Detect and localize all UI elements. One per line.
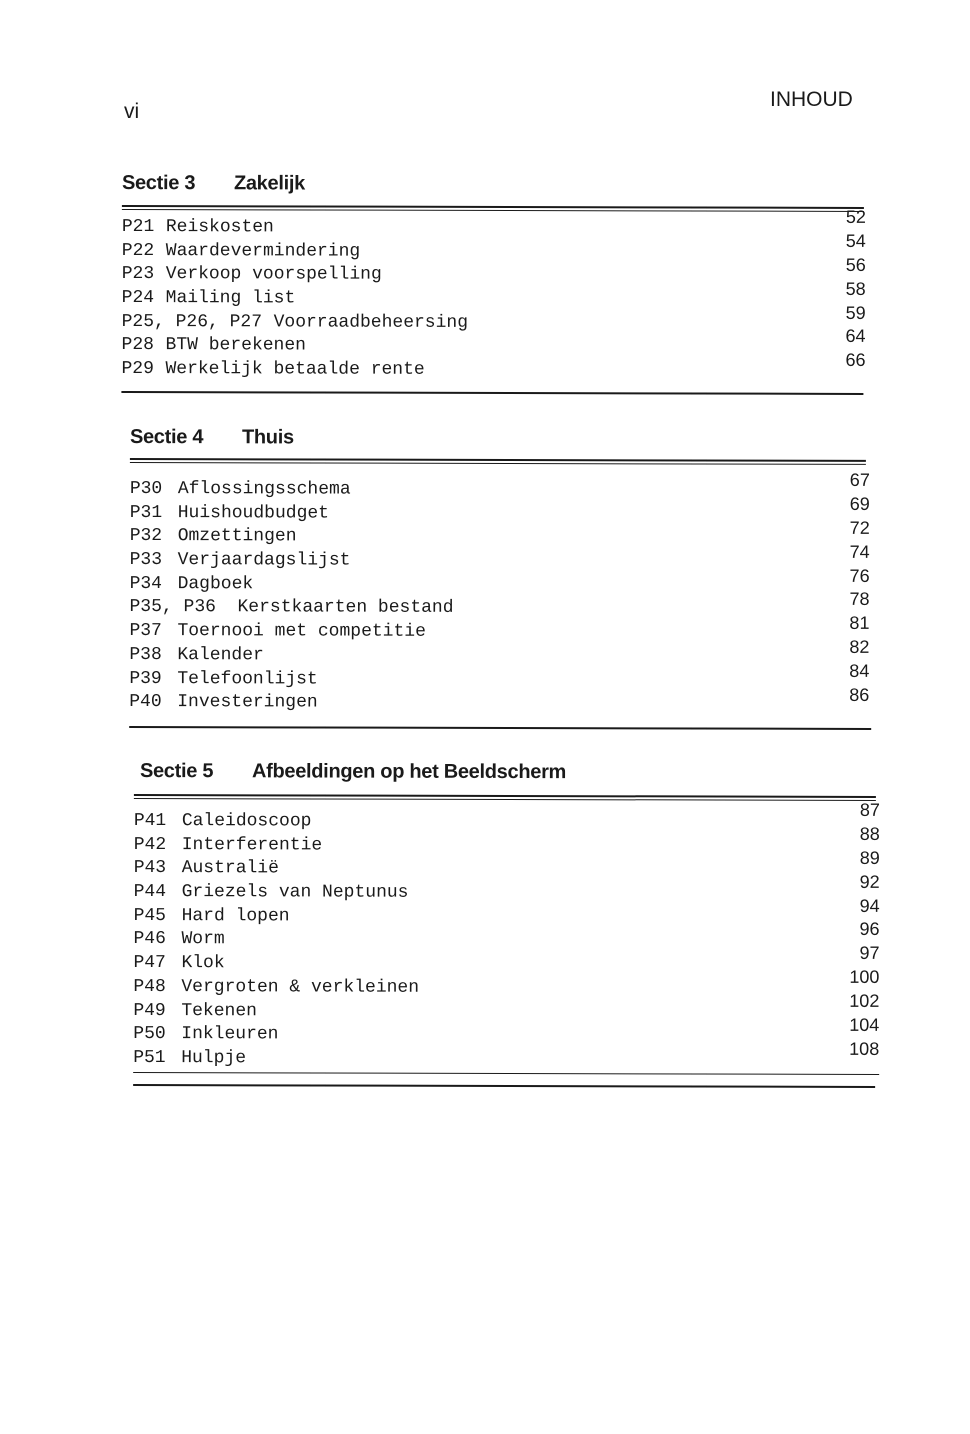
program-title: Dagboek — [177, 573, 254, 595]
program-title: Australië — [181, 858, 279, 879]
program-title: Caleidoscoop — [181, 811, 312, 832]
toc-page-number: 52 — [845, 206, 866, 227]
toc-page-number: 82 — [849, 637, 870, 658]
program-code: P34 — [129, 573, 163, 594]
program-code: P25, P26, P27 — [121, 311, 263, 333]
entry-list — [133, 810, 419, 1071]
toc-entry — [122, 263, 468, 288]
toc-entry — [129, 644, 453, 669]
section-end-rule — [133, 1072, 879, 1075]
toc-page-number: 100 — [849, 967, 880, 988]
toc-entry — [122, 240, 468, 265]
toc-entry — [134, 857, 420, 881]
section-title: Zakelijk — [233, 172, 305, 195]
section-end-rule — [133, 1084, 875, 1088]
section-header — [122, 172, 305, 195]
program-code: P51 — [133, 1047, 166, 1068]
page-number-column — [819, 799, 880, 1062]
toc-entry — [129, 596, 453, 621]
program-title: Hulpje — [181, 1047, 247, 1069]
toc-page-number: 56 — [845, 254, 866, 275]
program-title: Mailing list — [165, 288, 296, 309]
toc-entry — [133, 999, 419, 1023]
program-code: P44 — [133, 882, 167, 903]
section-5 — [133, 756, 880, 1098]
program-code: P31 — [129, 502, 163, 523]
toc-page-number: 84 — [849, 661, 870, 682]
page-number-column — [809, 469, 870, 708]
section-4 — [129, 422, 870, 744]
section-end-rule — [129, 726, 871, 730]
toc-page-number: 88 — [859, 823, 880, 844]
program-title: Vergroten & verkleinen — [181, 976, 420, 998]
program-code: P48 — [133, 976, 166, 997]
program-code: P24 — [121, 288, 155, 309]
program-title: Huishoudbudget — [177, 502, 330, 524]
program-title: Kerstkaarten bestand — [237, 597, 454, 619]
toc-page-number: 78 — [849, 589, 870, 610]
toc-entry — [130, 478, 454, 503]
toc-entry — [133, 1023, 419, 1047]
section-label: Sectie 5 — [139, 760, 214, 783]
toc-page-number: 54 — [845, 230, 866, 251]
program-title: Tekenen — [181, 1000, 257, 1021]
toc-page-number: 67 — [849, 469, 870, 490]
toc-page-number: 86 — [849, 684, 870, 705]
toc-entry — [129, 667, 453, 692]
section-title: Thuis — [241, 426, 294, 449]
program-title: Interferentie — [181, 834, 323, 856]
toc-entry — [130, 502, 454, 527]
toc-entry — [129, 620, 453, 645]
section-header — [130, 426, 294, 449]
toc-entry — [121, 358, 467, 383]
toc-entry — [134, 834, 420, 858]
toc-entry — [122, 216, 468, 241]
program-title: Aflossingsschema — [177, 479, 351, 500]
section-rule — [130, 462, 866, 465]
program-code: P39 — [129, 668, 162, 689]
toc-entry — [122, 311, 468, 336]
program-code: P47 — [133, 953, 166, 974]
toc-page-number: 92 — [859, 871, 880, 892]
program-code: P30 — [129, 478, 163, 500]
toc-page-number: 69 — [849, 493, 870, 514]
program-code: P45 — [133, 905, 167, 926]
toc-entry — [130, 549, 454, 574]
toc-entry — [133, 928, 419, 952]
program-code: P43 — [133, 858, 167, 879]
toc-entry — [133, 1047, 419, 1071]
toc-entry — [133, 976, 419, 1000]
program-code: P40 — [129, 692, 162, 713]
section-header — [140, 760, 566, 784]
toc-page-number: 89 — [859, 847, 880, 868]
section-label: Sectie 3 — [121, 171, 196, 195]
program-title: Toernooi met competitie — [177, 621, 426, 642]
toc-entry — [129, 691, 453, 716]
program-code: P28 — [121, 335, 154, 356]
program-code: P21 — [121, 216, 155, 238]
program-code: P32 — [129, 526, 163, 547]
program-title: Voorraadbeheersing — [273, 312, 469, 333]
program-title: Omzettingen — [177, 526, 297, 547]
toc-page-number: 58 — [845, 278, 866, 299]
toc-page-number: 104 — [849, 1014, 880, 1035]
program-code: P41 — [133, 810, 167, 832]
toc-page-number: 96 — [859, 919, 880, 940]
toc-page-number: 102 — [849, 990, 880, 1012]
section-label: Sectie 4 — [129, 426, 204, 449]
program-title: Waardevermindering — [165, 240, 361, 262]
section-end-rule — [121, 391, 863, 395]
entry-list — [121, 216, 468, 383]
program-title: Werkelijk betaalde rente — [165, 359, 425, 380]
program-code: P38 — [129, 644, 162, 665]
page-number-column — [805, 206, 865, 373]
program-code: P22 — [121, 240, 155, 261]
section-3 — [121, 168, 866, 410]
program-title: Kalender — [177, 644, 264, 666]
program-code: P46 — [133, 929, 166, 950]
program-title: Griezels van Neptunus — [181, 882, 409, 903]
page-number: vi — [124, 100, 140, 123]
toc-entry — [134, 810, 420, 834]
toc-page-number: 74 — [849, 541, 870, 562]
program-code: P35, P36 — [129, 597, 216, 618]
program-title: Reiskosten — [165, 217, 274, 238]
toc-entry — [133, 952, 419, 976]
toc-entry — [130, 525, 454, 550]
program-title: Investeringen — [177, 692, 318, 713]
toc-page-number: 108 — [849, 1038, 880, 1059]
entry-list — [129, 478, 454, 716]
section-rule — [134, 798, 876, 801]
program-title: Klok — [181, 953, 225, 974]
toc-entry — [134, 905, 420, 929]
program-code: P49 — [133, 1000, 166, 1021]
toc-page-number: 76 — [849, 565, 870, 586]
toc-page-number: 94 — [859, 895, 880, 916]
program-title: Verkoop voorspelling — [165, 264, 382, 286]
toc-page-number: 59 — [845, 302, 866, 323]
toc-entry — [134, 881, 420, 905]
program-title: Hard lopen — [181, 905, 290, 927]
program-code: P23 — [121, 264, 155, 285]
running-head: INHOUD — [770, 88, 853, 111]
toc-entry — [130, 573, 454, 598]
toc-page-number: 87 — [859, 799, 880, 820]
program-code: P29 — [121, 359, 154, 380]
program-code: P33 — [129, 550, 163, 571]
program-code: P37 — [129, 621, 162, 642]
toc-page-number: 97 — [859, 943, 880, 964]
toc-page-number: 66 — [845, 350, 866, 371]
program-title: BTW berekenen — [165, 335, 306, 356]
toc-page-number: 64 — [845, 326, 866, 347]
toc-page-number: 72 — [849, 517, 870, 538]
program-title: Verjaardagslijst — [177, 550, 351, 571]
section-title: Afbeeldingen op het Beeldscherm — [251, 760, 567, 784]
program-title: Worm — [181, 929, 225, 950]
program-code: P42 — [133, 834, 167, 855]
toc-entry — [122, 334, 468, 359]
section-rule — [122, 209, 864, 212]
program-title: Inkleuren — [181, 1024, 279, 1045]
toc-entry — [122, 287, 468, 312]
toc-page-number: 81 — [849, 613, 870, 634]
program-title: Telefoonlijst — [177, 668, 318, 689]
program-code: P50 — [133, 1024, 166, 1045]
